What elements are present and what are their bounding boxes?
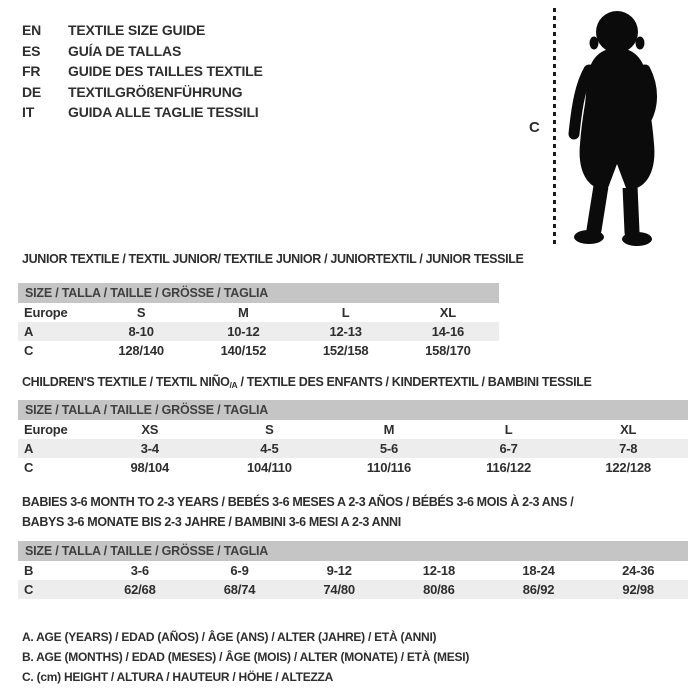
- cell-value: 80/86: [423, 582, 455, 597]
- cell-value: 3-6: [130, 563, 149, 578]
- lang-code: IT: [22, 104, 35, 120]
- table-row-c: [18, 458, 688, 477]
- babies-table-title: [18, 492, 688, 532]
- junior-table-body: [18, 303, 499, 360]
- lang-label: TEXTILGRÖßENFÜHRUNG: [68, 83, 243, 100]
- cell-value: 158/170: [425, 343, 471, 358]
- table-row-europe: [18, 420, 688, 439]
- footnotes: [22, 627, 469, 687]
- children-textile-section: [18, 373, 688, 477]
- size-header-bar: SIZE / TALLA / TAILLE / GRÖSSE / TAGLIA: [18, 541, 688, 561]
- row-label: A: [24, 441, 34, 456]
- cell-value: XL: [439, 305, 456, 320]
- cell-value: 18-24: [522, 563, 555, 578]
- lang-row-es: [22, 41, 263, 62]
- lang-code: ES: [22, 42, 41, 59]
- cell-value: 3-4: [140, 441, 159, 456]
- cell-value: 6-9: [230, 563, 249, 578]
- cell-value: 104/110: [246, 460, 292, 475]
- cell-value: S: [265, 422, 274, 437]
- cell-value: 128/140: [118, 343, 164, 358]
- footnote-c: C. (cm) HEIGHT / ALTURA / HAUTEUR / HÖHE / ALTEZZA: [22, 670, 334, 684]
- title-text: / TEXTILE DES ENFANTS / KINDERTEXTIL / BAMBINI TESSILE: [237, 375, 592, 389]
- cell-value: 24-36: [622, 563, 655, 578]
- junior-textile-section: [18, 250, 524, 360]
- footnote-b: B. AGE (MONTHS) / EDAD (MESES) / ÂGE (MOIS) / ALTER (MONATE) / ETÀ (MESI): [22, 650, 470, 664]
- cell-value: 5-6: [379, 441, 399, 456]
- language-list: [22, 20, 263, 123]
- row-label: A: [24, 324, 34, 339]
- cell-value: XS: [141, 422, 159, 437]
- lang-code: DE: [22, 83, 42, 100]
- cell-value: XL: [620, 422, 637, 437]
- babies-textile-section: [18, 492, 688, 599]
- cell-value: 12-13: [329, 324, 362, 339]
- cell-value: 116/122: [486, 460, 532, 475]
- cell-value: 4-5: [260, 441, 279, 456]
- table-row-europe: [18, 303, 499, 322]
- cell-value: L: [341, 305, 350, 320]
- babies-title-line1: BABIES 3-6 MONTH TO 2-3 YEARS / BEBÉS 3-6 MESES A 2-3 AÑOS / BÉBÉS 3-6 MOIS À 2-3 ANS /: [22, 495, 574, 509]
- cell-value: 152/158: [322, 343, 369, 358]
- height-measure-label: C: [529, 119, 540, 136]
- footnote-a: A. AGE (YEARS) / EDAD (AÑOS) / ÂGE (ANS) / ALTER (JAHRE) / ETÀ (ANNI): [22, 630, 437, 644]
- cell-value: 7-8: [619, 441, 638, 456]
- row-label: C: [24, 343, 34, 358]
- cell-value: 14-16: [431, 324, 464, 339]
- lang-label: GUIDA ALLE TAGLIE TESSILI: [68, 104, 259, 120]
- lang-row-fr: [22, 61, 263, 82]
- height-measure-dashed-line: [553, 8, 556, 246]
- size-header-bar: SIZE / TALLA / TAILLE / GRÖSSE / TAGLIA: [18, 400, 688, 420]
- table-row-b: [18, 561, 688, 580]
- size-header-bar: SIZE / TALLA / TAILLE / GRÖSSE / TAGLIA: [18, 283, 499, 303]
- children-table-title: [22, 373, 688, 392]
- babies-title-line2: BABYS 3-6 MONATE BIS 2-3 JAHRE / BAMBINI 3-6 MESI A 2-3 ANNI: [22, 515, 401, 529]
- lang-row-it: [22, 102, 263, 123]
- title-text: CHILDREN'S TEXTILE / TEXTIL NIÑO: [22, 375, 230, 389]
- row-label: Europe: [24, 305, 68, 320]
- cell-value: 98/104: [130, 460, 170, 475]
- cell-value: 62/68: [124, 582, 156, 597]
- cell-value: 10-12: [227, 324, 260, 339]
- lang-row-de: [22, 82, 263, 103]
- cell-value: 8-10: [128, 324, 154, 339]
- row-label: C: [24, 460, 34, 475]
- table-row-c: [18, 341, 499, 360]
- cell-value: 9-12: [326, 563, 352, 578]
- cell-value: M: [238, 305, 249, 320]
- cell-value: 140/152: [220, 343, 267, 358]
- title-subscript: /A: [229, 380, 238, 390]
- lang-row-en: [22, 20, 263, 41]
- babies-table-body: [18, 561, 688, 599]
- toddler-silhouette-icon: [561, 4, 671, 248]
- cell-value: 86/92: [522, 582, 555, 597]
- cell-value: 12-18: [422, 563, 455, 578]
- lang-label: GUÍA DE TALLAS: [68, 42, 182, 59]
- table-row-a: [18, 322, 499, 341]
- cell-value: 122/128: [605, 460, 651, 475]
- table-row-a: [18, 439, 688, 458]
- cell-value: S: [136, 305, 146, 320]
- cell-value: 110/116: [366, 460, 412, 475]
- lang-label: TEXTILE SIZE GUIDE: [68, 22, 206, 38]
- lang-code: EN: [22, 22, 42, 38]
- row-label: B: [24, 563, 34, 578]
- junior-table-title: JUNIOR TEXTILE / TEXTIL JUNIOR/ TEXTILE JUNIOR / JUNIORTEXTIL / JUNIOR TESSILE: [22, 252, 524, 266]
- cell-value: 68/74: [223, 582, 256, 597]
- cell-value: 74/80: [323, 582, 355, 597]
- row-label: C: [24, 582, 34, 597]
- cell-value: M: [383, 422, 395, 437]
- table-row-c: [18, 580, 688, 599]
- cell-value: 6-7: [499, 441, 518, 456]
- lang-label: GUIDE DES TAILLES TEXTILE: [68, 63, 263, 79]
- row-label: Europe: [24, 422, 68, 437]
- cell-value: L: [504, 422, 513, 437]
- children-table-body: [18, 420, 688, 477]
- lang-code: FR: [22, 63, 41, 79]
- cell-value: 92/98: [622, 582, 654, 597]
